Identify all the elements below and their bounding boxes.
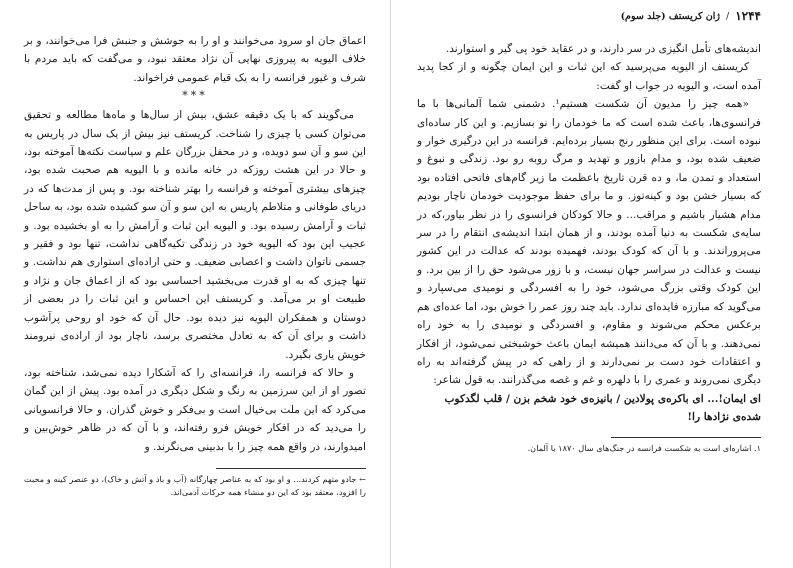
left-paragraph-1: اعماق جان او سرود می‌خوانند و او را به جوشش و جنبش فرا می‌خوانند، و بر خلاف الیویه به پیروزی نهایی آن نژاد معتقد نبود، و می‌گفت که باید مردم با شرف و غیور فرانسه را به یک قیام عمومی فراخواند. — [24, 35, 366, 84]
left-paragraph-2: می‌گویند که با یک دقیقه عشق، بیش از سال‌ها و ماه‌ها مطالعه و تحقیق می‌توان کسی یا چیزی را شناخت. کریستف نیز بیش از یک سال در پاریس به این سو و آن سو دویده، و در محفل بزرگان علم و سیاست نکته‌ها آموخته بود، و حالا در این هشت روزکه در خانه مانده و با الیویه هم صحبت شده بود، چیزهای بیشتری آموخته و فرانسه را بهتر شناخته بود. و پس از مدت‌ها که در دریای طوفانی و متلاطم پاریس به این سو و آن سو کشیده شده بود، به ساحل ثبات و آرامش رسیده بود. و الیویه این ثبات و آرامش را به او بخشیده بود. و عجیب این بود که الیویه خود در زندگی تکیه‌گاهی نداشت، تنها بود و فقیر و جسمی ناتوان داشت و اعصابی ضعیف. و حتی اراده‌ای استواری هم نداشت. و تنها چیزی که به او قدرت می‌بخشید احساسی بود که از اعماق جان و نژاد و طبیعت او بر می‌آمد. و کریستف این احساس و این ثبات را در بعضی از دوستان و همفکران الیویه نیز دیده بود. حال آن که خود او روحی پرآشوب داشت و برای آن که به تعادل مختصری برسد، ناچار بود از اراده‌ی نیرومند خویش یاری بگیرد. — [24, 109, 366, 361]
poem-verse: ای ایمان!... ای باکره‌ی پولادین / بانیزه‌ی خود شخم بزن / قلب لگدکوب شده‌ی نژادها را! — [444, 392, 761, 424]
right-paragraph-1: اندیشه‌های تأمل انگیزی در سر دارند، و در عقاید خود پی گیر و استوارند. — [445, 43, 761, 55]
header-separator: / — [726, 10, 730, 22]
footnote-rule — [216, 468, 366, 469]
left-page — [0, 0, 390, 568]
footnote-rule — [611, 437, 761, 438]
page-number: ۱۲۴۴ — [735, 9, 761, 23]
book-title: ژان کریستف (جلد سوم) — [620, 10, 721, 22]
left-footnote: ← جادو متهم کردند... و او بود که به عناصر چهارگانه (آب و باد و آتش و خاک)، دو عنصر کینه و محبت را افزود، معتقد بود که این دو منشاء همه حرکات آدمی‌اند. — [24, 473, 366, 497]
left-paragraph-3: و حالا که فرانسه را، فرانسه‌ای را که آشکارا دیده نمی‌شد، شناخته بود، تصور او از این سرزمین به رنگ و شکل دیگری در آمده بود. پیش از این گمان می‌کرد که این ملت بی‌خیال است و بی‌فکر و خوش گذران. و حالا فرانسویانی را می‌دید که در افکار خویش فرو رفته‌اند، و با آن که در ظاهر خوش‌بین و امیدوارند، در واقع همه چیز را با بدبینی می‌نگرند. و — [24, 366, 366, 453]
header-group — [621, 9, 761, 23]
section-separator: *** — [182, 89, 208, 103]
right-paragraph-3: «همه چیز را مدیون آن شکست هستیم¹. دشمنی شما آلمانی‌ها با ما فرانسوی‌ها، باعث شده است که ما خودمان را نو بسازیم. و این کار ساده‌ای نبوده است. برای این منظور رنج بسیار برده‌ایم. فرانسه در این درگیری خوار و ضعیف شده بود، و مدام بازور و تهدید و مرگ روبه رو بود. زندگی و نبوغ و استعداد و تمدن ما، و ده قرن تاریخ باعظمت ما زیر گام‌های فاتحی افتاده بود که بسیار خشن بود و کینه‌توز. و ما برای حفظ موجودیت خودمان ناچار بودیم مدام هشیار باشیم و مراقب... و حالا کودکان فرانسوی را در نظر بیاور،که در سایه‌ی شکست به دنیا آمده بودند، و از همان ابتدا اندیشه‌ی انتقام را در سر می‌پروراندند. و با آن که کودک بودند، فهمیده بودند که عدالت در این کشور نیست و عدالت در سراسر جهان نیست، و با زور می‌شود حق را از بین برد. و این کودک وقتی بزرگ می‌شود، خود را به افسردگی و نومیدی می‌سپارد و می‌گوید که مبارزه فایده‌ای ندارد. باید چند روز عمر را خوش بود، اما عده‌ای هم برعکس محکم می‌شوند و مقاوم، و افسردگی و نومیدی را به خود راه نمی‌دهند. و با آن که می‌دانند همیشه ایمان باعث خوشبختی نمی‌شود، از افکار و اعتقادات خود دست بر نمی‌دارند و از راهی که در پیش گرفته‌اند به راه دیگری نمی‌روند و عمری را با دلهره و غم و غصه می‌گذرانند. به قول شاعر: — [417, 98, 761, 387]
right-page — [390, 0, 793, 568]
right-footnote: ۱. اشاره‌ای است به شکست فرانسه در جنگ‌های سال ۱۸۷۰ با آلمان. — [527, 442, 761, 453]
running-header — [417, 8, 761, 24]
right-paragraph-2: کریستف از الیویه می‌پرسید که این ثبات و این ایمان چگونه و از کجا پدید آمده است، و الیویه در جواب او گفت: — [417, 61, 761, 92]
